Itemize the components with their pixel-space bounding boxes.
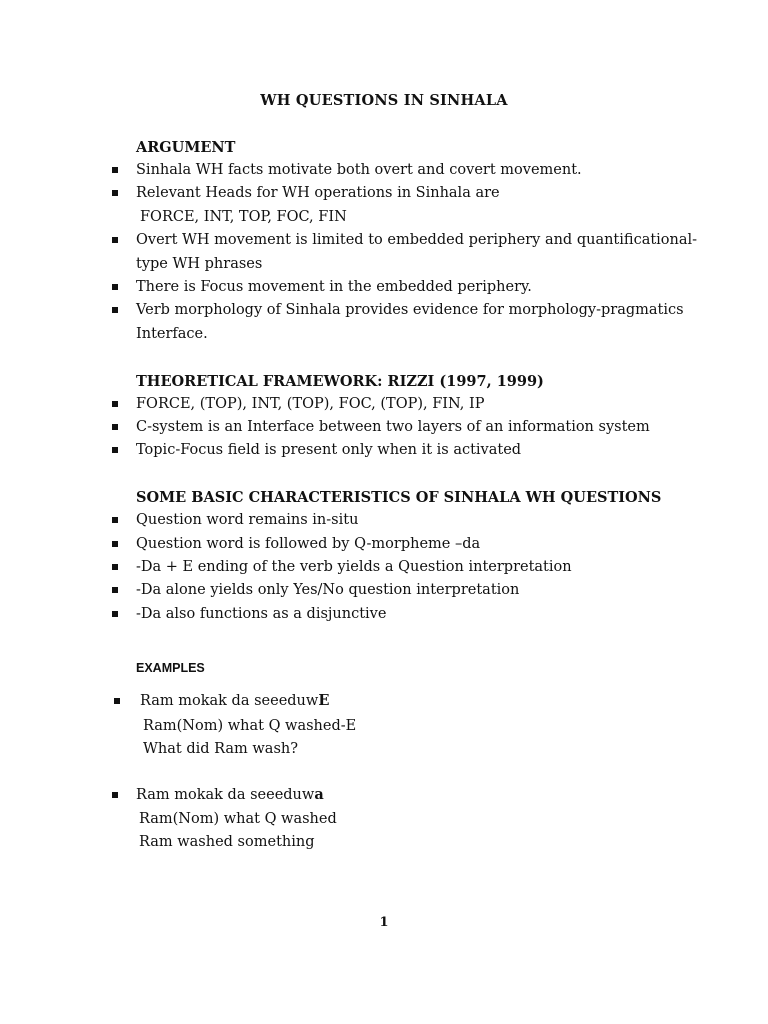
bullet-marker [112,447,118,453]
bullet-marker [112,284,118,290]
bullet-marker [112,401,118,407]
framework-item: FORCE, (TOP), INT, (TOP), FOC, (TOP), FIN, IP [136,396,485,412]
example-2-suffix: a [314,786,324,803]
examples-heading: EXAMPLES [136,661,205,675]
example-2-sentence-text: Ram mokak da seeeduw [136,787,315,803]
bullet-marker [112,424,118,430]
page-number: 1 [379,915,389,930]
example-2-gloss: Ram(Nom) what Q washed [139,811,337,827]
framework-item: C-system is an Interface between two layers of an information system [136,419,650,435]
argument-item-continuation: FORCE, INT, TOP, FOC, FIN [140,209,347,225]
bullet-marker [112,587,118,593]
example-2-sentence [136,785,324,805]
example-2-translation: Ram washed something [139,834,315,850]
characteristics-item: Question word remains in-situ [136,512,359,528]
framework-heading: THEORETICAL FRAMEWORK: RIZZI (1997, 1999) [136,373,544,390]
characteristics-item: -Da alone yields only Yes/No question interpretation [136,582,520,598]
argument-item-continuation: type WH phrases [136,256,263,272]
argument-item: Sinhala WH facts motivate both overt and covert movement. [136,162,582,178]
bullet-marker [114,698,120,704]
bullet-marker [112,307,118,313]
argument-item-continuation: Interface. [136,326,208,342]
framework-item: Topic-Focus field is present only when it is activated [136,442,522,458]
bullet-marker [112,541,118,547]
argument-item: There is Focus movement in the embedded periphery. [136,279,532,295]
characteristics-item: -Da + E ending of the verb yields a Question interpretation [136,559,572,575]
characteristics-item: -Da also functions as a disjunctive [136,606,387,622]
example-1-sentence-text: Ram mokak da seeeduw [140,693,319,709]
bullet-marker [112,190,118,196]
argument-item: Relevant Heads for WH operations in Sinhala are [136,185,500,201]
bullet-marker [112,564,118,570]
bullet-marker [112,792,118,798]
bullet-marker [112,167,118,173]
bullet-marker [112,517,118,523]
characteristics-heading: SOME BASIC CHARACTERISTICS OF SINHALA WH QUESTIONS [136,489,662,506]
bullet-marker [112,611,118,617]
argument-item: Overt WH movement is limited to embedded periphery and quantificational- [136,232,698,248]
argument-heading: ARGUMENT [136,139,236,156]
example-1-suffix: E [318,692,330,709]
argument-item: Verb morphology of Sinhala provides evidence for morphology-pragmatics [136,302,684,318]
example-1-sentence [140,691,329,711]
example-1-translation: What did Ram wash? [143,741,298,757]
characteristics-item: Question word is followed by Q-morpheme –da [136,536,481,552]
bullet-marker [112,237,118,243]
example-1-gloss: Ram(Nom) what Q washed-E [143,718,357,734]
document-title: WH QUESTIONS IN SINHALA [260,92,508,109]
